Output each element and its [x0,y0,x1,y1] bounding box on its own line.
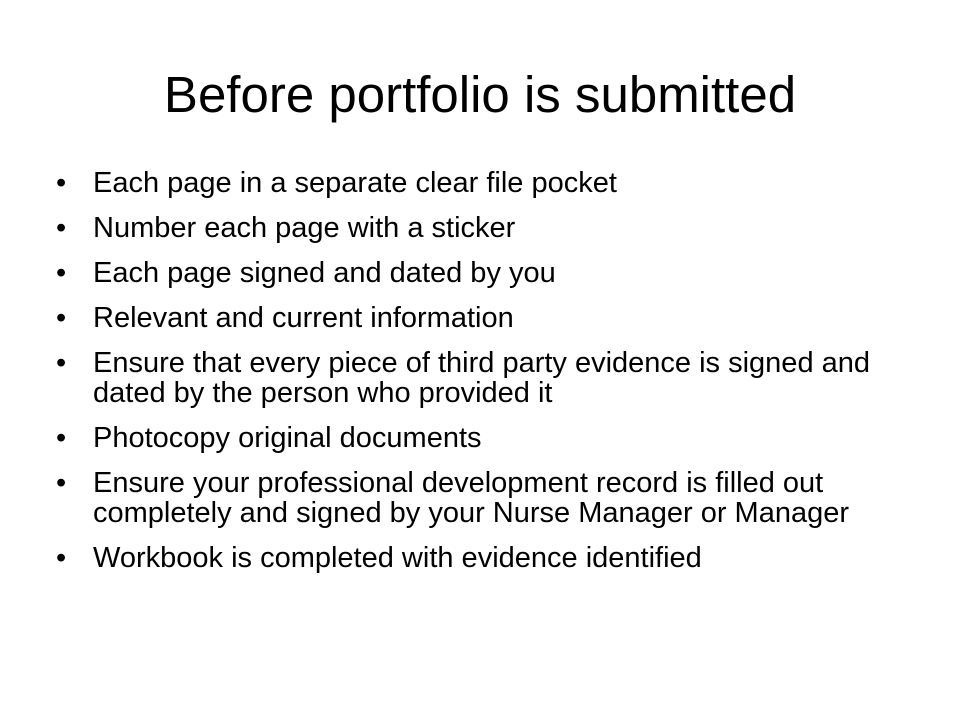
bullet-item [56,543,916,573]
bullet-icon: • [56,257,67,289]
bullet-text: Number each page with a sticker [93,212,516,244]
slide-title: Before portfolio is submitted [163,66,797,123]
bullet-icon: • [56,212,67,244]
bullet-text: Each page signed and dated by you [93,257,556,289]
bullet-item [56,168,916,198]
bullet-item [56,213,916,243]
bullet-list [56,168,916,588]
bullet-item [56,258,916,288]
bullet-text: Photocopy original documents [93,422,482,454]
bullet-icon: • [56,167,67,199]
bullet-icon: • [56,302,67,334]
bullet-icon: • [56,542,67,574]
bullet-item [56,348,916,408]
bullet-icon: • [56,347,67,379]
bullet-text: Workbook is completed with evidence identified [93,542,702,574]
bullet-icon: • [56,422,67,454]
bullet-text: Ensure that every piece of third party evidence is signed and dated by the person who provided it [93,347,871,409]
bullet-item [56,468,916,528]
bullet-icon: • [56,467,67,499]
bullet-item [56,303,916,333]
bullet-text: Ensure your professional development record is filled out completely and signed by your Nurse Manager or Manager [93,467,850,529]
bullet-text: Relevant and current information [93,302,514,334]
bullet-text: Each page in a separate clear file pocket [93,167,617,199]
bullet-item [56,423,916,453]
